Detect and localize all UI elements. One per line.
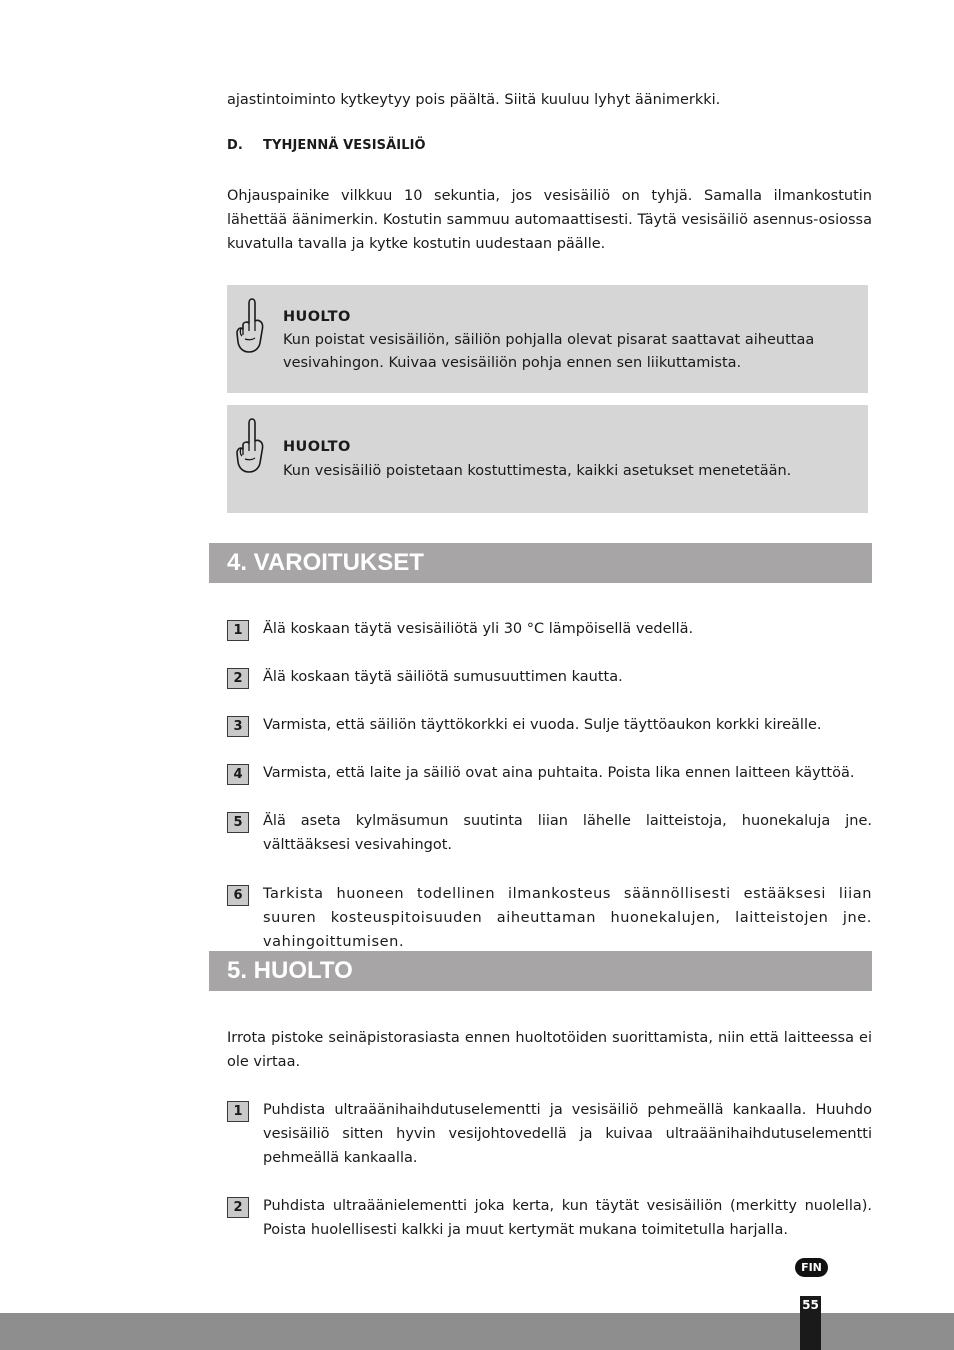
maintenance-item: Puhdista ultraäänielementti joka kerta, kun täytät vesisäiliön (merkitty nuolella). Poista huolellisesti kalkki ja muut kertymät mukana toimitetulla harjalla.: [263, 1198, 872, 1238]
note-body: Kun vesisäiliö poistetaan kostuttimesta, kaikki asetukset menetetään.: [283, 463, 792, 479]
section-heading-warnings: [209, 543, 872, 583]
section-heading-maintenance: [209, 951, 872, 991]
note-body: Kun poistat vesisäiliön, säiliön pohjalla olevat pisarat saattavat aiheuttaa vesivahingon. Kuivaa vesisäiliön pohja ennen sen liikuttamista.: [283, 332, 815, 371]
maintenance-note-2: [227, 405, 868, 513]
item-number: 3: [227, 716, 249, 737]
intro-line: ajastintoiminto kytkeytyy pois päältä. Siitä kuuluu lyhyt äänimerkki.: [227, 92, 721, 108]
subsection-heading: [227, 138, 426, 153]
subsection-letter: D.: [227, 138, 243, 153]
page-number: 55: [802, 1298, 819, 1312]
item-number: 6: [227, 885, 249, 906]
maintenance-note-1: [227, 285, 868, 393]
item-number: 1: [227, 1101, 249, 1122]
language-badge: FIN: [795, 1258, 828, 1277]
warning-item: Älä aseta kylmäsumun suutinta liian lähelle laitteistoja, huonekaluja jne. välttääksesi vesivahingot.: [263, 813, 872, 853]
section-title: 5. HUOLTO: [227, 957, 353, 984]
pointing-hand-icon: [235, 415, 265, 475]
item-number: 2: [227, 1197, 249, 1218]
section-title: 4. VAROITUKSET: [227, 549, 424, 576]
warning-item: Älä koskaan täytä vesisäiliötä yli 30 °C lämpöisellä vedellä.: [263, 621, 694, 637]
warning-item: Varmista, että säiliön täyttökorkki ei vuoda. Sulje täyttöaukon korkki kireälle.: [263, 717, 822, 733]
item-number: 5: [227, 812, 249, 833]
maintenance-intro: Irrota pistoke seinäpistorasiasta ennen huoltotöiden suorittamista, niin että laitteessa ei ole virtaa.: [227, 1030, 872, 1070]
note-title: HUOLTO: [283, 309, 351, 325]
item-number: 1: [227, 620, 249, 641]
pointing-hand-icon: [235, 295, 265, 355]
warning-item: Varmista, että laite ja säiliö ovat aina puhtaita. Poista lika ennen laitteen käyttöä.: [263, 765, 855, 781]
item-number: 2: [227, 668, 249, 689]
maintenance-item: Puhdista ultraäänihaihdutuselementti ja vesisäiliö pehmeällä kankaalla. Huuhdo vesisäiliö sitten hyvin vesijohtovedellä ja kuivaa ultraäänihaihdutuselementti pehmeällä kankaalla.: [263, 1102, 872, 1166]
warning-item: Älä koskaan täytä säiliötä sumusuuttimen kautta.: [263, 669, 623, 685]
subsection-title: TYHJENNÄ VESISÄILIÖ: [263, 138, 426, 153]
warning-item: Tarkista huoneen todellinen ilmankosteus säännöllisesti estääksesi liian suuren kosteuspitoisuuden aiheuttaman huonekalujen, laitteistojen jne. vahingoittumisen.: [263, 886, 872, 950]
note-title: HUOLTO: [283, 439, 351, 455]
subsection-text: Ohjauspainike vilkkuu 10 sekuntia, jos vesisäiliö on tyhjä. Samalla ilmankostutin lähettää äänimerkin. Kostutin sammuu automaattisesti. Täytä vesisäiliö asennus-osiossa kuvatulla tavalla ja kytke kostutin uudestaan päälle.: [227, 188, 872, 252]
item-number: 4: [227, 764, 249, 785]
